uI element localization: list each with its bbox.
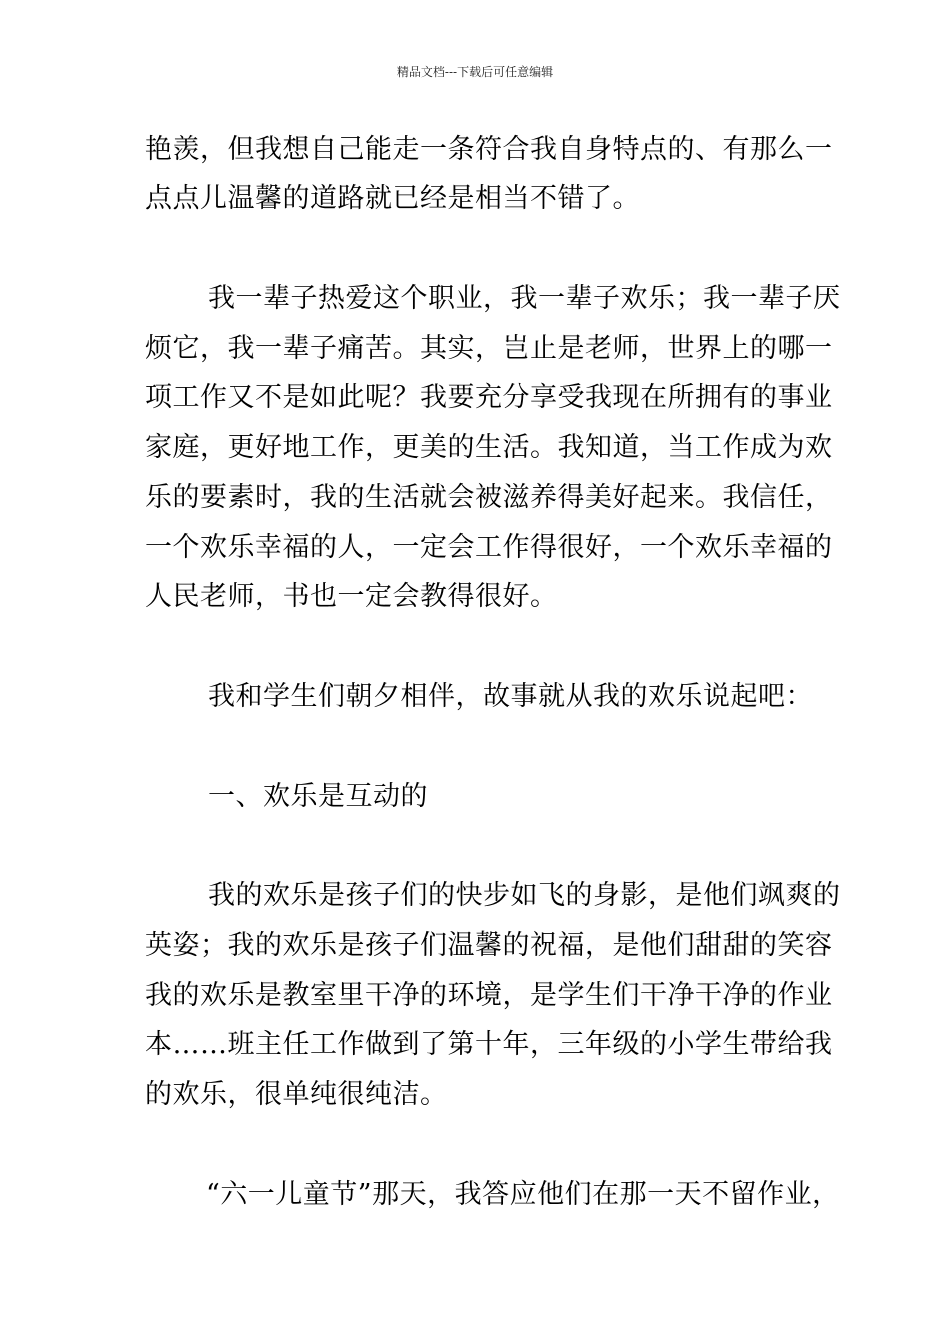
text-line: 点点儿温馨的道路就已经是相当不错了。: [145, 183, 640, 214]
text-line: 我和学生们朝夕相伴，故事就从我的欢乐说起吧：: [208, 681, 813, 712]
text-line: 我的欢乐是孩子们的快步如飞的身影，是他们飒爽的: [208, 880, 841, 911]
text-line: 艳羡，但我想自己能走一条符合我自身特点的、有那么一: [145, 134, 833, 165]
text-line: 乐的要素时，我的生活就会被滋养得美好起来。我信任，: [145, 482, 833, 513]
section-heading: 一、欢乐是互动的: [208, 781, 428, 812]
page-header: 精品文档---下载后可任意编辑: [396, 65, 554, 79]
text-line: 人民老师，书也一定会教得很好。: [145, 581, 558, 612]
text-line: 英姿；我的欢乐是孩子们温馨的祝福，是他们甜甜的笑容: [145, 930, 833, 961]
text-line: 家庭，更好地工作，更美的生活。我知道，当工作成为欢: [145, 432, 833, 463]
text-line: “六一儿童节”那天，我答应他们在那一天不留作业，: [206, 1179, 840, 1210]
text-line: 项工作又不是如此呢？我要充分享受我现在所拥有的事业: [145, 382, 833, 413]
text-line: 一个欢乐幸福的人，一定会工作得很好，一个欢乐幸福的: [145, 532, 833, 563]
text-line: 本……班主任工作做到了第十年，三年级的小学生带给我: [145, 1029, 833, 1060]
text-line: 我的欢乐是教室里干净的环境，是学生们干净干净的作业: [145, 980, 833, 1011]
text-line: 的欢乐，很单纯很纯洁。: [145, 1079, 448, 1110]
text-line: 烦它，我一辈子痛苦。其实，岂止是老师，世界上的哪一: [145, 333, 833, 364]
text-line: 我一辈子热爱这个职业，我一辈子欢乐；我一辈子厌: [208, 283, 841, 314]
